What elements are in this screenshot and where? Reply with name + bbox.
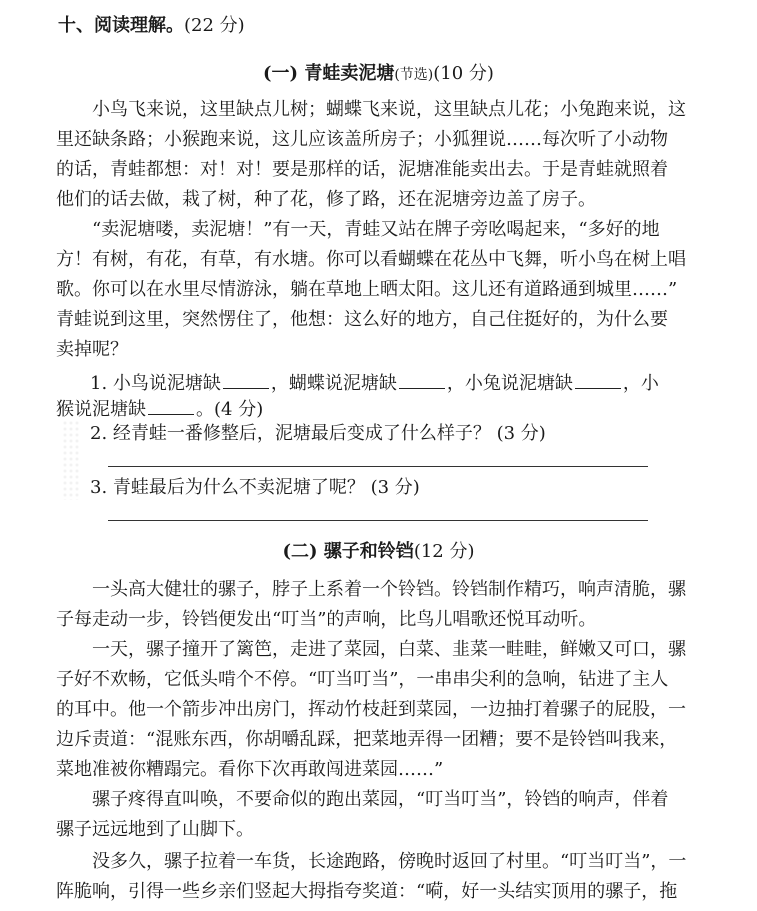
passage2-line: 菜地准被你糟蹋完。看你下次再敢闯进菜园……”	[56, 759, 444, 780]
question-1-part: ，小兔说泥塘缺	[446, 373, 573, 394]
question-1-part: 猴说泥塘缺	[56, 399, 146, 420]
passage1-note: (节选)	[394, 67, 434, 83]
question-1-cont	[56, 396, 263, 422]
passage2-line: 一天，骡子撞开了篱笆，走进了菜园，白菜、韭菜一畦畦，鲜嫩又可口，骡	[56, 639, 686, 660]
passage2-line: 骡子疼得直叫唤，不要命似的跑出菜园，“叮当叮当”，铃铛的响声，伴着	[56, 789, 669, 810]
passage1-line: 里还缺条路；小猴跑来说，这儿应该盖所房子；小狐狸说……每次听了小动物	[56, 129, 668, 150]
passage2-title-text: (二) 骡子和铃铛	[282, 541, 414, 562]
passage2-line: 的耳中。他一个箭步冲出房门，挥动竹枝赶到菜园，一边抽打着骡子的屁股，一	[56, 699, 686, 720]
answer-blank[interactable]	[399, 370, 445, 389]
question-1-part: ，蝴蝶说泥塘缺	[270, 373, 397, 394]
passage2-line: 没多久，骡子拉着一车货，长途跑路，傍晚时返回了村里。“叮当叮当”，一	[56, 851, 687, 872]
passage2-line: 阵脆响，引得一些乡亲们竖起大拇指夸奖道：“嗬，好一头结实顶用的骡子，拖	[56, 881, 678, 902]
section-heading	[58, 14, 245, 38]
passage1-line: 卖掉呢？	[56, 339, 128, 360]
section-heading-text: 十、阅读理解。	[58, 15, 184, 36]
passage1-title	[0, 62, 757, 87]
passage1-line: 他们的话去做，栽了树，种了花，修了路，还在泥塘旁边盖了房子。	[56, 189, 596, 210]
question-1-part: 1. 小鸟说泥塘缺	[90, 373, 221, 394]
passage2-line: 子每走动一步，铃铛便发出“叮当”的声响，比鸟儿唱歌还悦耳动听。	[56, 609, 597, 630]
question-2: 2. 经青蛙一番修整后，泥塘最后变成了什么样子？ (3 分)	[90, 423, 546, 444]
answer-blank[interactable]	[223, 370, 269, 389]
passage1-line: “卖泥塘喽，卖泥塘！”有一天，青蛙又站在牌子旁吆喝起来，“多好的地	[56, 219, 660, 240]
answer-line[interactable]	[108, 520, 648, 521]
passage2-line: 子好不欢畅，它低头啃个不停。“叮当叮当”，一串串尖利的急响，钻进了主人	[56, 669, 669, 690]
question-1	[90, 370, 659, 396]
passage1-line: 的话，青蛙都想：对！对！要是那样的话，泥塘准能卖出去。于是青蛙就照着	[56, 159, 668, 180]
passage1-line: 歌。你可以在水里尽情游泳，躺在草地上晒太阳。这儿还有道路通到城里……”	[56, 279, 678, 300]
question-1-part: ，小	[622, 373, 659, 394]
answer-blank[interactable]	[148, 396, 194, 415]
passage2-line: 骡子远远地到了山脚下。	[56, 819, 254, 840]
answer-blank[interactable]	[575, 370, 621, 389]
passage1-line: 青蛙说到这里，突然愣住了，他想：这么好的地方，自己住挺好的，为什么要	[56, 309, 668, 330]
passage2-line: 一头高大健壮的骡子，脖子上系着一个铃铛。铃铛制作精巧，响声清脆，骡	[56, 579, 686, 600]
question-3: 3. 青蛙最后为什么不卖泥塘了呢？ (3 分)	[90, 477, 420, 498]
passage1-title-text: (一) 青蛙卖泥塘	[263, 63, 395, 84]
question-1-part: 。(4 分)	[196, 399, 264, 420]
section-points: (22 分)	[184, 15, 245, 36]
passage2-points: (12 分)	[413, 541, 475, 562]
passage1-points: (10 分)	[433, 63, 494, 84]
passage2-line: 边斥责道：“混账东西，你胡嚼乱踩，把菜地弄得一团糟；要不是铃铛叫我来，	[56, 729, 678, 750]
answer-line[interactable]	[108, 466, 648, 467]
passage1-line: 小鸟飞来说，这里缺点儿树；蝴蝶飞来说，这里缺点儿花；小兔跑来说，这	[56, 99, 686, 120]
passage1-line: 方！有树，有花，有草，有水塘。你可以看蝴蝶在花丛中飞舞，听小鸟在树上唱	[56, 249, 686, 270]
scan-bleed-mark	[62, 420, 80, 500]
passage2-title	[0, 540, 757, 564]
